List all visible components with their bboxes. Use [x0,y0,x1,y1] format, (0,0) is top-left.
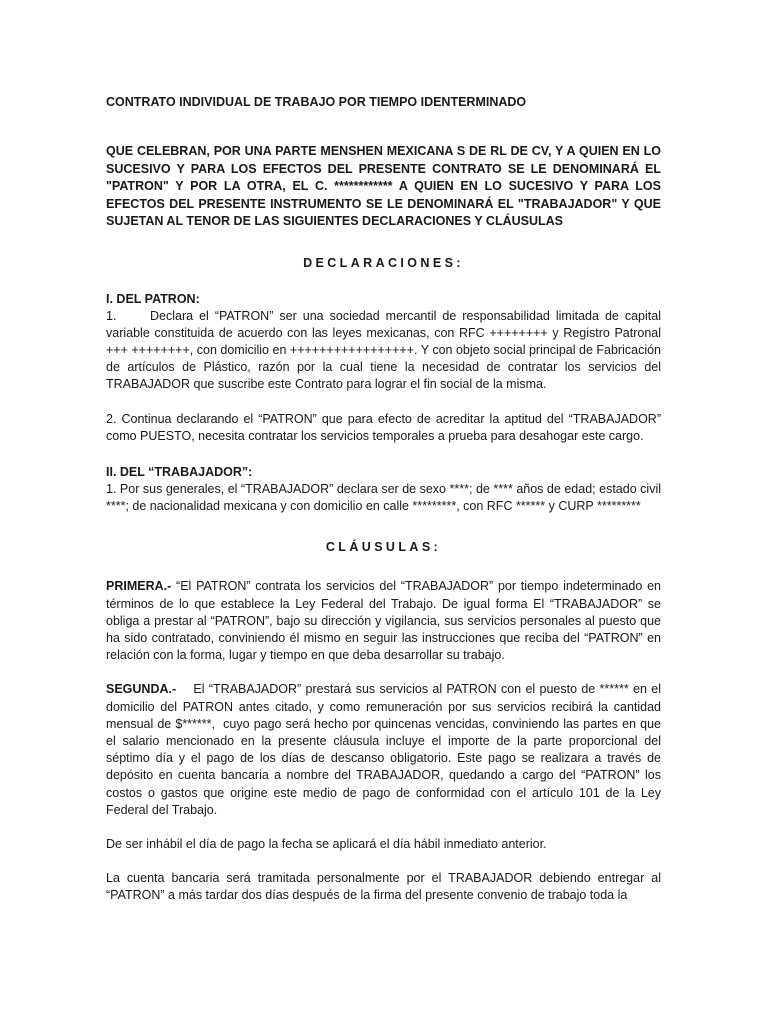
declaraciones-heading: DECLARACIONES: [303,255,464,270]
patron-paragraph-1 [106,308,661,394]
clausulas-heading: CLÁUSULAS: [325,540,442,555]
trabajador-heading: II. DEL “TRABAJADOR”: [106,464,253,479]
document-title: CONTRATO INDIVIDUAL DE TRABAJO POR TIEMPO IDENTERMINADO [106,95,527,109]
paragraph-inhabil: De ser inhábil el día de pago la fecha se aplicará el día hábil inmediato anterior. [106,836,547,851]
clausula-segunda-text: El “TRABAJADOR” prestará sus servicios al PATRON con el puesto de ****** en el domicilio del PATRON antes citado, y como remuneración por sus servicios recibirá la cantidad mensual de $******, cuyo pago será hecho por quincenas vencidas, conviniendo las partes en que el salario mencionado en la presente cláusula incluye el importe de la parte proporcional del séptimo día y el pago de los días de descanso obligatorio. Este pago se realizara a través de depósito en cuenta bancaria a nombre del TRABAJADOR, quedando a cargo del “PATRON” los costos o gastos que origine este medio de pago de conformidad con el artículo 101 de la Ley Federal del Trabajo. [106,682,665,817]
paragraph-number: 1. [106,308,117,323]
clausula-primera [106,578,661,664]
clausula-segunda-label: SEGUNDA.- [106,682,177,697]
patron-paragraph-2: 2. Continua declarando el “PATRON” que para efecto de acreditar la aptitud del “TRABAJADOR” como PUESTO, necesita contratar los servicios temporales a prueba para desahogar este cargo. [106,411,661,443]
trabajador-paragraph-1: 1. Por sus generales, el “TRABAJADOR” declara ser de sexo ****; de **** años de edad; estado civil ****; de nacionalidad mexicana y con domicilio en calle *********, con RFC ****** y CURP ********* [106,481,661,514]
clausula-primera-label: PRIMERA.- [106,579,172,594]
intro-paragraph: QUE CELEBRAN, POR UNA PARTE MENSHEN MEXICANA S DE RL DE CV, Y A QUIEN EN LO SUCESIVO Y PARA LOS EFECTOS DEL PRESENTE CONTRATO SE LE DENOMINARÁ EL "PATRON" Y POR LA OTRA, EL C. ************ A QUIEN EN LO SUCESIVO Y PARA LOS EFECTOS DEL PRESENTE INSTRUMENTO SE LE DENOMINARÁ EL "TRABAJADOR" Y QUE SUJETAN AL TENOR DE LAS SIGUIENTES DECLARACIONES Y CLÁUSULAS [106,144,661,228]
clausula-primera-text: “El PATRON” contrata los servicios del “TRABAJADOR” por tiempo indeterminado en términos de lo que establece la Ley Federal del Trabajo. De igual forma El “TRABAJADOR” se obliga a prestar al “PATRON”, bajo su dirección y vigilancia, sus servicios personales al puesto que ha sido contratado, conviniendo él mismo en seguir las instrucciones que reciba del “PATRON” en relación con la forma, lugar y tiempo en que deba desarrollar su trabajo. [106,579,661,663]
patron-heading: I. DEL PATRON: [106,291,200,306]
paragraph-cuenta-bancaria: La cuenta bancaria será tramitada personalmente por el TRABAJADOR debiendo entregar al “PATRON” a más tardar dos días después de la firma del presente convenio de trabajo toda la [106,871,661,903]
patron-paragraph-1-text: Declara el “PATRON” ser una sociedad mercantil de responsabilidad limitada de capital variable constituida de acuerdo con las leyes mexicanas, con RFC ++++++++ y Registro Patronal +++ ++++++++, con domicilio en +++++++++++++++++. Y con objeto social principal de Fabricación de artículos de Plástico, razón por la cual tiene la necesidad de contratar los servicios del TRABAJADOR que suscribe este Contrato para lograr el fin social de la misma. [106,308,661,392]
clausula-segunda [106,681,665,819]
document-page [106,94,665,905]
